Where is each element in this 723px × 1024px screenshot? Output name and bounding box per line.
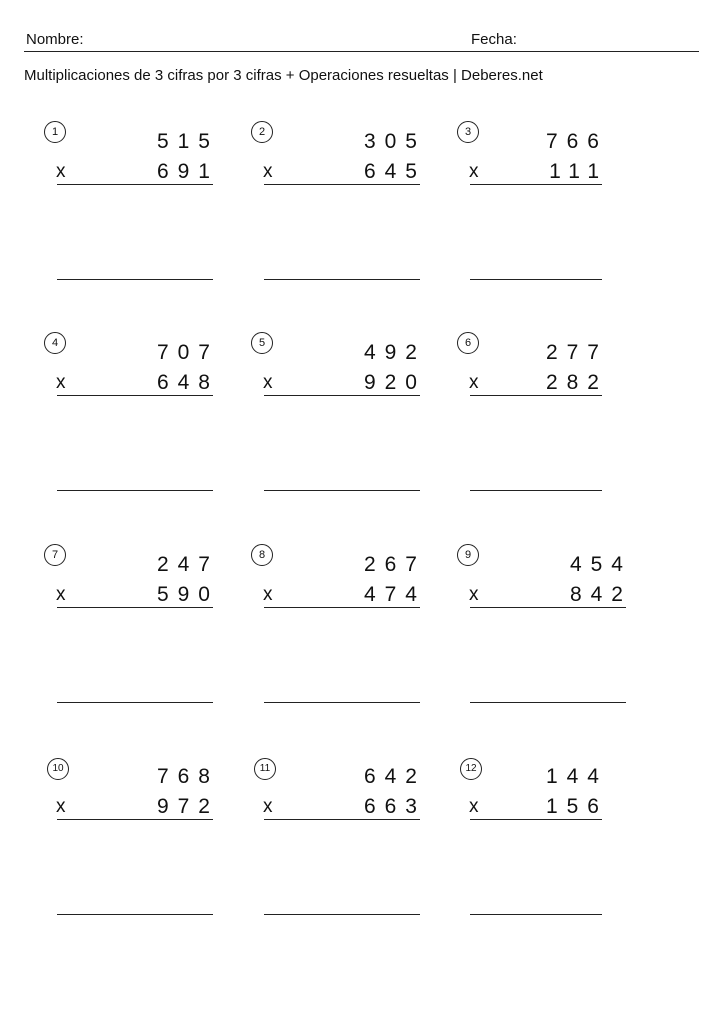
multiplier: 111	[549, 160, 608, 183]
problem-12	[457, 756, 637, 936]
problem-number-badge: 6	[457, 332, 479, 354]
multiply-sign: x	[263, 584, 273, 605]
problem-9	[457, 544, 637, 724]
problem-number-badge: 2	[251, 121, 273, 143]
problem-number-badge: 4	[44, 332, 66, 354]
problem-5	[251, 332, 431, 512]
problem-number-badge: 5	[251, 332, 273, 354]
multiply-sign: x	[469, 161, 479, 182]
problem-number-badge: 10	[47, 758, 69, 780]
multiply-sign: x	[56, 796, 66, 817]
operation-line	[57, 819, 213, 820]
problem-number-badge: 11	[254, 758, 276, 780]
answer-line[interactable]	[470, 914, 602, 915]
problem-7	[44, 544, 224, 724]
multiplier: 648	[156, 371, 219, 394]
problem-6	[457, 332, 637, 512]
operation-line	[57, 184, 213, 185]
answer-line[interactable]	[264, 914, 420, 915]
multiplier: 590	[156, 583, 219, 606]
operation-line	[264, 395, 420, 396]
answer-line[interactable]	[470, 279, 602, 280]
multiply-sign: x	[56, 584, 66, 605]
answer-line[interactable]	[57, 702, 213, 703]
multiply-sign: x	[263, 796, 273, 817]
problem-1	[44, 121, 224, 301]
multiplier: 920	[363, 371, 426, 394]
answer-line[interactable]	[264, 279, 420, 280]
multiplicand: 642	[363, 765, 426, 788]
operation-line	[264, 819, 420, 820]
operation-line	[57, 607, 213, 608]
date-label: Fecha:	[471, 31, 517, 48]
operation-line	[264, 607, 420, 608]
operation-line	[470, 607, 626, 608]
operation-line	[57, 395, 213, 396]
multiplier: 972	[156, 795, 219, 818]
answer-line[interactable]	[470, 490, 602, 491]
multiply-sign: x	[469, 584, 479, 605]
multiplicand: 277	[545, 341, 608, 364]
multiply-sign: x	[56, 372, 66, 393]
answer-line[interactable]	[470, 702, 626, 703]
multiplier: 474	[363, 583, 426, 606]
multiplicand: 267	[363, 553, 426, 576]
problem-number-badge: 7	[44, 544, 66, 566]
problem-3	[457, 121, 637, 301]
operation-line	[264, 184, 420, 185]
multiplicand: 454	[569, 553, 632, 576]
multiply-sign: x	[263, 161, 273, 182]
answer-line[interactable]	[57, 490, 213, 491]
name-label: Nombre:	[26, 31, 84, 48]
multiplier: 691	[156, 160, 219, 183]
operation-line	[470, 819, 602, 820]
multiplicand: 247	[156, 553, 219, 576]
problem-number-badge: 8	[251, 544, 273, 566]
answer-line[interactable]	[264, 490, 420, 491]
header-divider	[24, 51, 699, 52]
operation-line	[470, 395, 602, 396]
multiplier: 282	[545, 371, 608, 394]
multiplier: 156	[545, 795, 608, 818]
answer-line[interactable]	[57, 279, 213, 280]
multiply-sign: x	[56, 161, 66, 182]
multiplicand: 766	[545, 130, 608, 153]
problem-11	[251, 756, 431, 936]
multiply-sign: x	[263, 372, 273, 393]
multiplicand: 144	[545, 765, 608, 788]
answer-line[interactable]	[264, 702, 420, 703]
problem-number-badge: 9	[457, 544, 479, 566]
multiplicand: 305	[363, 130, 426, 153]
problem-number-badge: 12	[460, 758, 482, 780]
multiply-sign: x	[469, 796, 479, 817]
operation-line	[470, 184, 602, 185]
multiplicand: 707	[156, 341, 219, 364]
problem-number-badge: 3	[457, 121, 479, 143]
multiply-sign: x	[469, 372, 479, 393]
problem-4	[44, 332, 224, 512]
multiplier: 645	[363, 160, 426, 183]
problem-number-badge: 1	[44, 121, 66, 143]
multiplicand: 768	[156, 765, 219, 788]
answer-line[interactable]	[57, 914, 213, 915]
multiplier: 842	[569, 583, 632, 606]
multiplicand: 492	[363, 341, 426, 364]
multiplicand: 515	[156, 130, 219, 153]
multiplier: 663	[363, 795, 426, 818]
problem-8	[251, 544, 431, 724]
problem-10	[44, 756, 224, 936]
problem-2	[251, 121, 431, 301]
worksheet-title: Multiplicaciones de 3 cifras por 3 cifras + Operaciones resueltas | Deberes.net	[24, 67, 543, 84]
